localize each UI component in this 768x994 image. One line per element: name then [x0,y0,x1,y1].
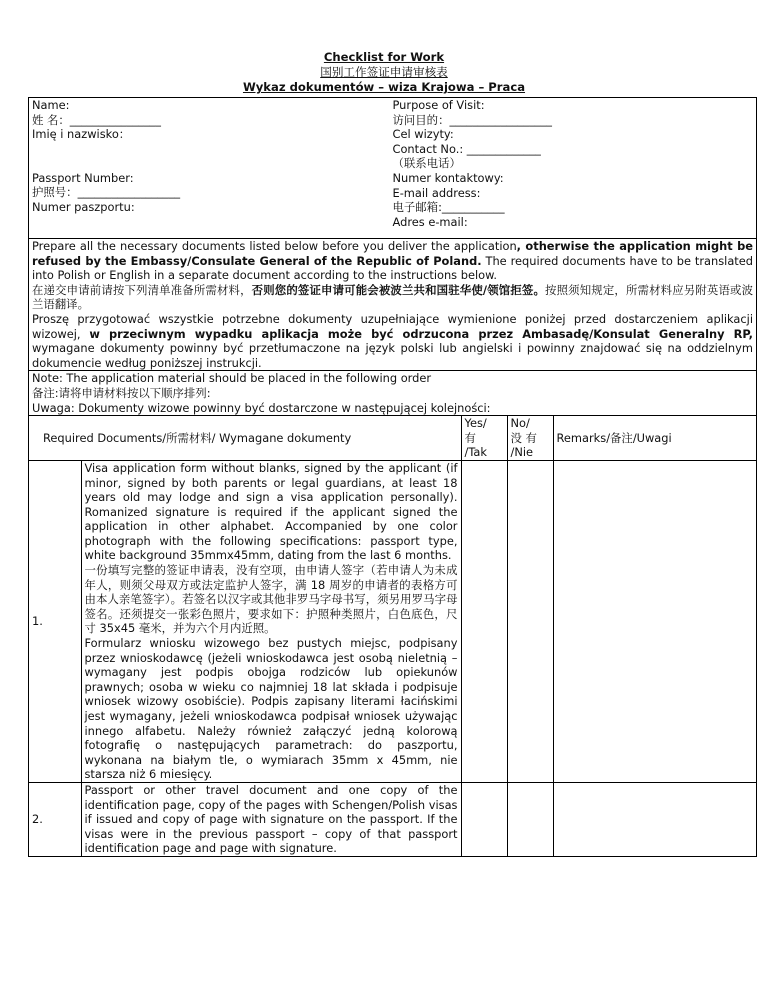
intro-pl-translation: wymagane dokumenty powinny być przetłumaczone na język polski lub angielski i powinny znajdować się na oddzielnym dokumencie według poniższej instrukcji. [32,341,753,370]
intro-chinese [32,283,753,312]
intro-cn-text: 在递交申请前请按下列清单准备所需材料， [32,282,252,297]
intro-polish [32,312,753,370]
checklist-form [28,97,757,857]
name-label-en: Name: [32,98,70,112]
documents-table [29,416,756,856]
col-yes-line2: 有 [464,430,476,445]
intro-pl-warning: w przeciwnym wypadku aplikacja może być odrzucona przez Ambasadę/Konsulat Generalny RP, [89,326,753,341]
contact-label-cn: （联系电话） [392,156,461,171]
passport-label-pl: Numer paszportu: [32,199,135,214]
row-description [81,782,461,855]
col-no-line2: 没 有 [510,430,537,445]
intro-en-warning: , otherwise the application might be refused by the Embassy/Consulate General of the Republic of Poland. [32,239,753,268]
title-block [0,0,768,95]
row-number: 1. [29,460,81,782]
no-checkbox-cell[interactable] [507,460,553,782]
intro-instructions [29,239,756,371]
row-desc-english: Passport or other travel document and one copy of the identification page, copy of the pages with Schengen/Polish visas if issued and copy of page with signature on the passport. If the visas were in the previous passport – copy of that passport identification page and page with signature. [84,782,458,856]
intro-cn-translation: 按照须知规定，所需材料应另附英语或波兰语翻译。 [32,282,753,312]
intro-cn-warning: 否则您的签证申请可能会被波兰共和国驻华使/领馆拒签。 [251,282,546,297]
note-polish: Uwaga: Dokumenty wizowe powinny być dostarczone w następującej kolejności: [32,400,491,415]
row-number: 2. [32,812,43,827]
purpose-field-cn[interactable]: 访问目的：__________________ [392,112,552,127]
table-row [29,782,756,855]
title-english: Checklist for Work [323,50,445,64]
row-desc-english: Visa application form without blanks, signed by the applicant (if minor, signed by both parents or legal guardians, at least 18 years old may lodge and sign a visa application personally). Romanized signature is required if the applicant signed the application in other alphabet. Accompanied by one color photograph with the following specifications: passport type, white background 35mmx45mm, dating from the last 6 months. [84,460,458,563]
col-yes-line3: /Tak [464,445,487,460]
remarks-cell[interactable] [553,782,756,855]
col-no-line1: No/ [510,416,530,431]
row-desc-polish: Formularz wniosku wizowego bez pustych miejsc, podpisany przez wnioskodawcę (jeżeli wnioskodawca jest osobą nieletnią – wymagany jest podpis obojga rodziców lub opiekunów prawnych; osoba w wieku co najmniej 18 lat składa i podpisuje wniosek wizowy osobiście). Podpis zapisany literami łacińskimi jest wymagany, jeżeli wnioskodawca podpisał wniosek używając innego alfabetu. Należy również załączyć jedną kolorową fotografię o następujących parametrach: do paszportu, wykonana na białym tle, o wymiarach 35mm x 45mm, nie starsza niż 6 miesięcy. [84,636,458,782]
order-note [29,371,756,416]
passport-label-en: Passport Number: [32,170,134,185]
col-header-remarks: Remarks/备注/Uwagi [553,416,756,460]
purpose-label-en: Purpose of Visit: [392,98,485,112]
applicant-info-left [32,98,393,238]
no-checkbox-cell[interactable] [507,782,553,855]
documents-table-wrap [29,416,756,856]
passport-field-cn[interactable]: 护照号：__________________ [32,185,181,200]
applicant-info [29,98,756,239]
email-label-pl: Adres e-mail: [392,214,468,229]
title-polish: Wykaz dokumentów – wiza Krajowa – Praca [242,80,526,94]
email-field-cn[interactable]: 电子邮箱:___________ [392,200,505,215]
col-header-documents: Required Documents/所需材料/ Wymagane dokumenty [29,416,461,460]
yes-checkbox-cell[interactable] [461,782,507,855]
intro-en-translation: The required documents have to be translated into Polish or English in a separate document according to the instructions below. [32,253,754,283]
table-row [29,460,756,782]
applicant-info-right [393,98,754,238]
col-header-yes [461,416,507,460]
name-label-pl: Imię i nazwisko： [32,127,131,142]
table-header-row [29,416,756,460]
intro-pl-text: Proszę przygotować wszystkie potrzebne dokumenty uzupełniające wymienione poniżej przed dostarczeniem aplikacji wizowej, [32,311,753,341]
name-field-cn[interactable]: 姓 名：________________ [32,112,161,127]
remarks-cell[interactable] [553,460,756,782]
col-header-no [507,416,553,460]
intro-en-text: Prepare all the necessary documents listed below before you deliver the application [32,239,517,253]
title-chinese: 国别工作签证申请审核表 [320,65,448,79]
purpose-label-pl: Cel wizyty: [392,127,454,142]
email-label-en: E-mail address: [392,185,481,200]
note-english: Note: The application material should be placed in the following order [32,371,432,386]
note-chinese: 备注:请将申请材料按以下顺序排列: [32,385,211,400]
col-yes-line1: Yes/ [464,416,487,431]
contact-label-pl: Numer kontaktowy: [392,170,504,185]
yes-checkbox-cell[interactable] [461,460,507,782]
intro-english [32,239,753,283]
col-no-line3: /Nie [510,445,534,460]
row-desc-chinese: 一份填写完整的签证申请表，没有空项，由申请人签字（若申请人为未成年人，则须父母双方或法定监护人签字，满 18 周岁的申请者的表格方可由本人亲笔签字）。若签名以汉字或其他非罗马字母书写，须另用罗马字母签名。还须提交一张彩色照片，要求如下：护照种类照片，白色底色，尺寸 35x45 毫米，并为六个月内近照。 [84,563,458,636]
row-description [81,460,461,782]
contact-field-en[interactable]: Contact No.: _____________ [392,141,541,156]
